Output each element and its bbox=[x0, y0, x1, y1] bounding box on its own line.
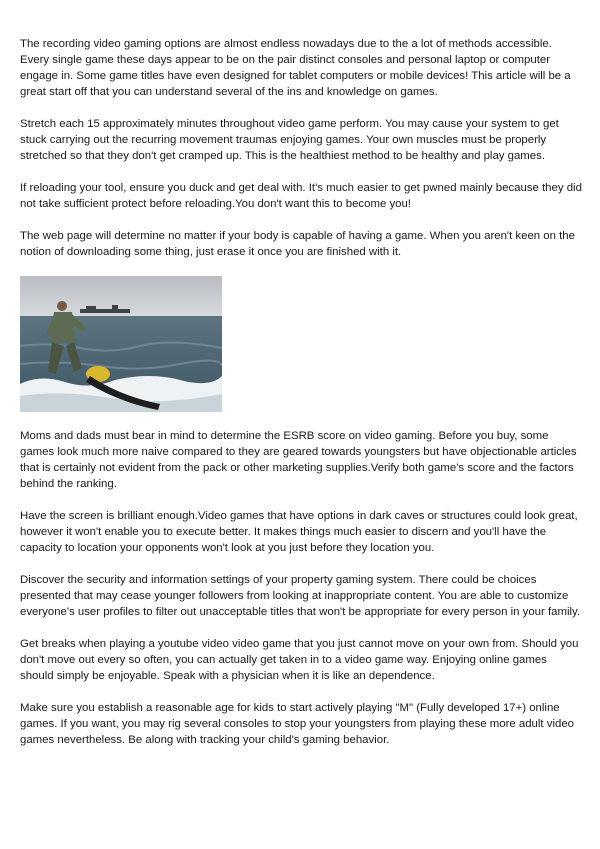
paragraph: The recording video gaming options are almost endless nowadays due to the a lot of methods accessible. Every single game these days appear to be on the pair distinct consoles and personal laptop or computer engage in. Some game titles have even designed for tablet computers or mobile devices! This article will be a great start off that you can understand several of the ins and knowledge on games. bbox=[20, 38, 571, 98]
paragraph: Discover the security and information settings of your property gaming system. There could be choices presented that may cease younger followers from looking at inappropriate content. You are able to customize everyone's user profiles to filter out unacceptable titles that won't be appropriate for every person in your family. bbox=[20, 574, 581, 618]
paragraph: The web page will determine no matter if your body is capable of having a game. When you aren't keen on the notion of downloading some thing, just erase it once you are finished with it. bbox=[20, 230, 575, 258]
paragraph: Get breaks when playing a youtube video video game that you just cannot move on your own from. Should you don't move out every so often, you can actually get taken in to a video game way. Enjoying online games should simply be enjoyable. Speak with a physician when it is like an dependence. bbox=[20, 638, 579, 682]
paragraph: If reloading your tool, ensure you duck and get deal with. It's much easier to get pwned mainly because they did not take sufficient protect before reloading.You don't want this to become you! bbox=[20, 182, 582, 210]
paragraph: Stretch each 15 approximately minutes throughout video game perform. You may cause your system to get stuck carrying out the recurring movement traumas enjoying games. Your own muscles must be properly stretched so that they don't get cramped up. This is the healthiest method to be healthy and play games. bbox=[20, 118, 559, 162]
beach-photo-illustration bbox=[20, 276, 222, 412]
document-body bbox=[20, 36, 582, 764]
paragraph: Have the screen is brilliant enough.Video games that have options in dark caves or structures could look great, however it won't enable you to execute better. It makes things much easier to discern and you'll have the capacity to location your opponents won't look at you just before they location you. bbox=[20, 510, 578, 554]
beach-photo bbox=[20, 276, 222, 412]
paragraph: Make sure you establish a reasonable age for kids to start actively playing "M" (Fully developed 17+) online games. If you want, you may rig several consoles to stop your youngsters from playing these more adult video games nevertheless. Be along with tracking your child's gaming behavior. bbox=[20, 702, 574, 746]
paragraph: Moms and dads must bear in mind to determine the ESRB score on video gaming. Before you buy, some games look much more naive compared to they are geared towards youngsters but have objectionable articles that is certainly not evident from the pack or other marketing supplies.Verify both game's score and the factors behind the ranking. bbox=[20, 430, 577, 490]
